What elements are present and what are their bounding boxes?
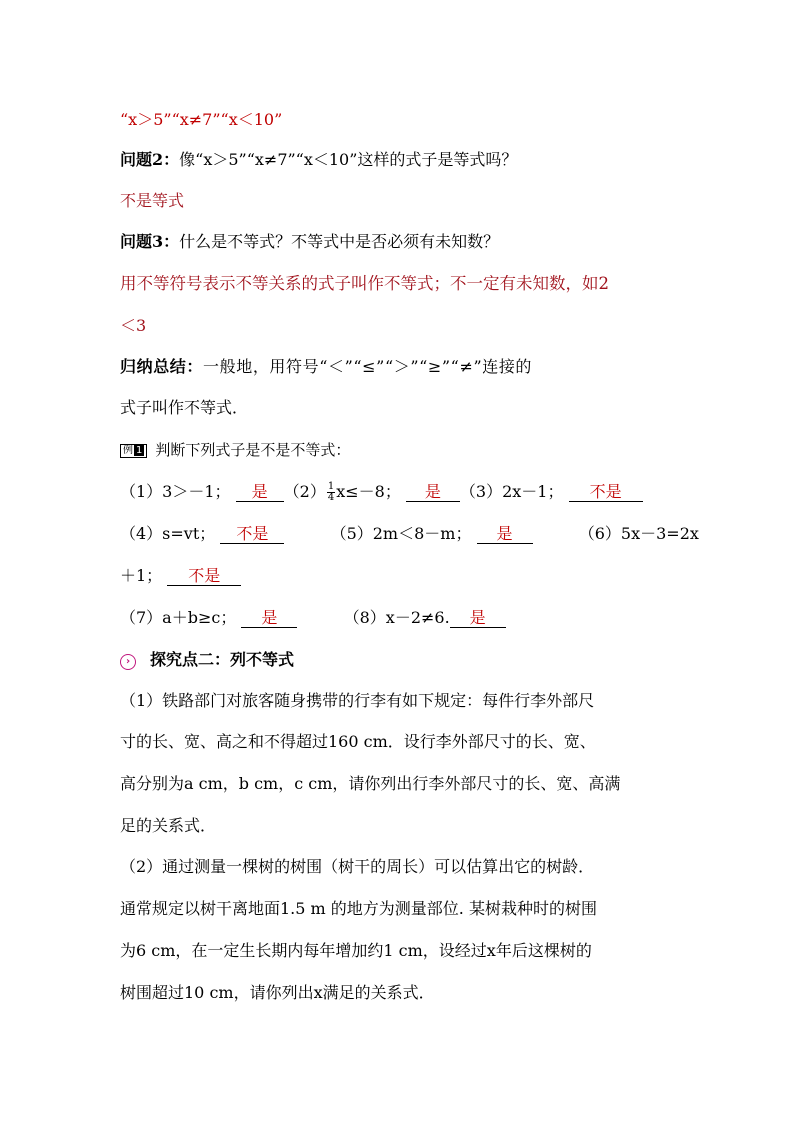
- item-5-answer: 是: [477, 525, 533, 544]
- summary: [120, 357, 532, 377]
- example-row-3: [120, 566, 241, 586]
- example-row-4: [120, 608, 506, 628]
- paragraph-2-line1: （2）通过测量一棵树的树围（树干的周长）可以估算出它的树龄．: [120, 857, 595, 876]
- paragraph-2-line2: 通常规定以树干离地面1.5 m 的地方为测量部位. 某树栽种时的树围: [120, 899, 597, 918]
- question-2-label: 问题2：: [120, 150, 180, 169]
- item-7-answer: 是: [241, 609, 297, 628]
- example-row-1: [120, 482, 643, 503]
- example-1: [120, 440, 350, 460]
- item-4-label: （4）s=vt；: [120, 524, 216, 543]
- item-3-label: （3）2x－1；: [459, 482, 564, 501]
- paragraph-1-line1: （1）铁路部门对旅客随身携带的行李有如下规定：每件行李外部尺: [120, 691, 595, 710]
- fraction-denominator: 4: [327, 492, 335, 503]
- question-2-text: 像“x＞5”“x≠7”“x＜10”这样的式子是等式吗？: [179, 150, 518, 169]
- paragraph-1-line3: 高分别为a cm，b cm，c cm，请你列出行李外部尺寸的长、宽、高满: [120, 774, 621, 793]
- item-8-answer: 是: [450, 609, 506, 628]
- question-2-answer: 不是等式: [120, 191, 185, 210]
- paragraph-1-line4: 足的关系式．: [120, 816, 217, 835]
- fraction-one-quarter: [327, 482, 335, 503]
- example-badge-number: 1: [136, 445, 143, 456]
- item-1-label: （1）3＞－1；: [120, 482, 231, 501]
- item-1-answer: 是: [236, 483, 284, 502]
- example-badge-prefix: 例: [123, 445, 133, 456]
- summary-label: 归纳总结：: [120, 357, 204, 376]
- question-3: [120, 232, 499, 252]
- summary-text-line2: 式子叫作不等式．: [120, 398, 249, 417]
- item-6-label-line2: ＋1；: [120, 566, 163, 585]
- item-5-label: （5）2m＜8－m；: [330, 524, 472, 543]
- item-8-label: （8）x－2≠6.: [343, 608, 450, 627]
- section-2-title: 探究点二：列不等式: [150, 650, 295, 669]
- question-3-answer-line2: ＜3: [120, 316, 147, 335]
- item-6-answer: 不是: [167, 567, 241, 586]
- item-3-answer: 不是: [569, 483, 643, 502]
- inequality-examples-line: “x＞5”“x≠7”“x＜10”: [120, 110, 283, 129]
- item-6-label-line1: （6）5x－3=2x: [578, 524, 699, 543]
- question-3-text: 什么是不等式？不等式中是否必须有未知数？: [179, 232, 500, 251]
- paragraph-2-line3: 为6 cm，在一定生长期内每年增加约1 cm，设经过x年后这棵树的: [120, 941, 592, 960]
- question-2: [120, 150, 517, 170]
- item-2-label: （2）: [283, 482, 326, 501]
- example-badge: [120, 444, 147, 458]
- item-2-expr: x≤－8；: [336, 482, 401, 501]
- example-prompt: 判断下列式子是不是不等式：: [155, 441, 351, 459]
- paragraph-2-line4: 树围超过10 cm，请你列出x满足的关系式．: [120, 983, 435, 1002]
- item-7-label: （7）a＋b≥c；: [120, 608, 237, 627]
- question-3-answer-line1: 用不等符号表示不等关系的式子叫作不等式；不一定有未知数，如2: [120, 274, 609, 293]
- question-3-label: 问题3：: [120, 232, 180, 251]
- example-row-2: [120, 524, 699, 544]
- summary-text-line1: 一般地，用符号“＜”“≤”“＞”“≥”“≠”连接的: [203, 357, 533, 376]
- item-2-answer: 是: [406, 483, 460, 502]
- section-2-heading: [120, 650, 294, 670]
- fraction-numerator: 1: [327, 481, 335, 492]
- chevron-right-icon: ›: [120, 654, 136, 670]
- paragraph-1-line2: 寸的长、宽、高之和不得超过160 cm．设行李外部尺寸的长、宽、: [120, 732, 596, 751]
- item-4-answer: 不是: [220, 525, 284, 544]
